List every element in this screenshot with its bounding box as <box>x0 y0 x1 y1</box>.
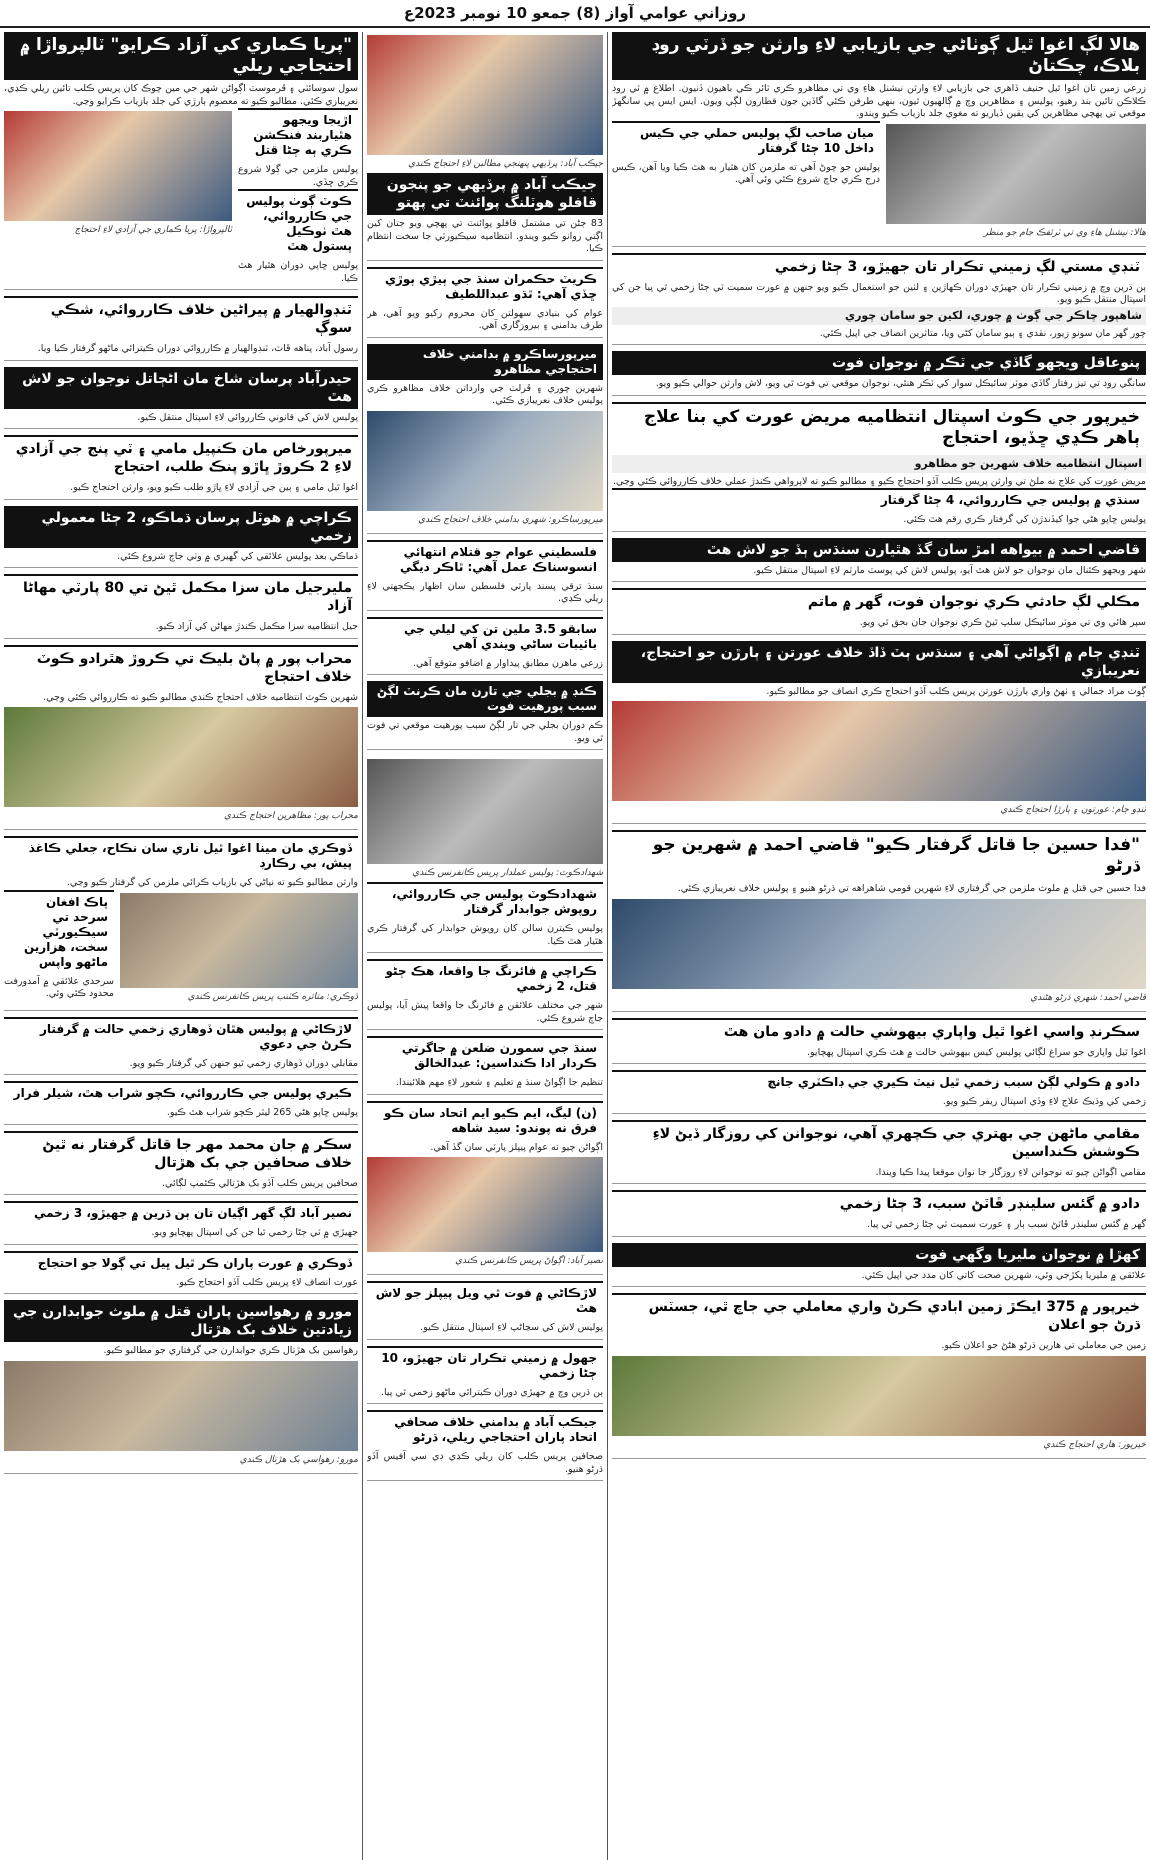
newspaper-grid <box>0 28 1150 1860</box>
side-body: چور گهر مان سونو زيور، نقدي ۽ ٻيو سامان کڻي ويا، متاثرين انصاف جي اپيل ڪئي. <box>819 327 1146 339</box>
side-headline: سنڌي ۾ پوليس جي ڪارروائي، 4 ڄڻا گرفتار <box>612 488 1146 511</box>
column-center <box>363 32 607 1860</box>
story-body: شهرين چوري ۽ ڦرلٽ جي وارداتن خلاف مظاهرو ڪري پوليس خلاف نعريبازي ڪئي. <box>367 382 603 406</box>
headline: "فدا حسين جا قاتل گرفتار ڪيو" قاضي احمد ۾ شهرين جو ڌرڻو <box>612 830 1146 880</box>
headline: هالا لڳ اغوا ٿيل ڳوٺاڻي جي بازيابي لاءِ وارثن جو ڏرٽي روڊ بلاڪ، چڪتاڻ <box>612 32 1146 80</box>
headline: کهڙا ۾ نوجوان مليريا وگهي فوت <box>612 1243 1146 1267</box>
headline: ڪراچي ۾ هوٽل پرسان ڌماڪو، 2 ڄڻا معمولي زخمي <box>4 506 358 548</box>
story-tando-jam-protest <box>612 641 1146 825</box>
story-malaria <box>612 1243 1146 1288</box>
story-body: ڌماڪي بعد پوليس علائقي کي گهيري ۾ وٺي جاچ شروع ڪئي. <box>117 550 358 562</box>
headline: ڪريٽ حڪمران سنڌ جي ٻيڙي ٻوڙي ڇڏي آهي: ٿڌو عبداللطيف <box>367 267 603 305</box>
side-headline: پاڪ افغان سرحد تي سيڪيورٽي سخت، هزارين ماڻهو واپس <box>4 890 114 973</box>
column-right <box>608 32 1150 1860</box>
story-body: وارثن مطالبو ڪيو ته نياڻي کي بازياب ڪرائي ملزمن کي گرفتار ڪيو وڃي. <box>66 877 358 888</box>
photo-traffic-jam <box>886 124 1146 224</box>
headline: ڪراچي ۾ فائرنگ جا واقعا، هڪ ڄڻو قتل، 2 زخمي <box>367 959 603 997</box>
story-land-dispute <box>612 253 1146 346</box>
headline: ڪنڊ ۾ بجلي جي تارن مان ڪرنٽ لڳڻ سبب پورهيت فوت <box>367 681 603 717</box>
photo-caption: قاضي احمد: شهري ڌرڻو هڻندي <box>1030 992 1146 1003</box>
story-body: زمين جي معاملي تي هارين ڌرڻو هڻڻ جو اعلان ڪيو. <box>941 1340 1146 1351</box>
headline: لاڙڪاڻي ۾ پوليس هٿان ڏوهاري زخمي حالت ۾ گرفتار ڪرڻ جي دعوي <box>4 1017 358 1055</box>
story-body: فدا حسين جي قتل ۾ ملوث ملزمن جي گرفتاري لاءِ شهرين قومي شاهراهه تي ڌرڻو هنيو ۽ پوليس خلاف نعريبازي ڪئي. <box>677 883 1146 894</box>
headline: خيرپور ۾ 375 ايڪڙ زمين ابادي ڪرڻ واري معاملي جي جاچ ٿي، جسٽس ڌرڻ جو اعلان <box>612 1293 1146 1337</box>
story-awareness <box>367 1036 603 1095</box>
photo-hunger-strike <box>4 1361 358 1451</box>
story-body: گهر ۾ گئس سلينڊر ڦاٽڻ سبب ٻار ۽ عورت سميت ٽي ڄڻا زخمي ٿي پيا. <box>867 1219 1146 1230</box>
photo-sit-in <box>612 899 1146 989</box>
story-hyderabad-body <box>4 367 358 430</box>
story-body: مريض عورت کي علاج نه ملڻ تي وارثن پريس ڪلب آڏو احتجاج ڪيو ۽ مطالبو ڪيو ته لاپرواهي ڪندڙ عملي خلاف ڪارروائي ڪئي وڃي. <box>613 475 1146 487</box>
story-body: اڳواڻن چيو ته عوام پيپلز پارٽي سان گڏ آهي. <box>430 1141 603 1153</box>
story-youth-employment <box>612 1120 1146 1185</box>
photo-caption: ٽالپرواڙا: پريا ڪماري جي آزادي لاءِ احتجاج <box>74 225 232 235</box>
story-body: زرعي ماهرن مطابق پيداوار ۾ اضافو متوقع آهي. <box>412 657 603 669</box>
side-body: پوليس جو چوڻ آهي ته ملزمن کان هٿيار به هٿ ڪيا ويا آهن، ڪيس درج ڪري جاچ شروع ڪئي وئي آهي. <box>612 161 880 185</box>
story-body: ڪم دوران بجلي جي تار لڳڻ سبب پورهيت موقعي تي فوت ٿي ويو. <box>367 720 603 744</box>
story-body: صحافين پريس ڪلب کان ريلي ڪڍي ڊي سي آفيس آڏو ڌرڻو هنيو. <box>367 1451 603 1475</box>
story-body: ٻن ڌرين وچ ۾ جهيڙي دوران ڪيترائي ماڻهو زخمي ٿي پيا. <box>380 1386 603 1398</box>
headline: مقامي ماڻهن جي بهتري جي ڪچهري آهي، نوجوانن کي روزگار ڏيڻ لاءِ ڪوشش ڪنداسين <box>612 1120 1146 1164</box>
story-body: سنڌ ترقي پسند پارٽي فلسطين سان اظهار يڪجهتي لاءِ ريلي ڪڍي. <box>367 580 603 604</box>
story-body: سول سوسائٽي ۽ ڦرموسٽ اڳواڻن شهر جي مين چوڪ کان پريس ڪلب تائين ريلي ڪڍي، نعريبازي ڪئي. مطالبو ڪيو ته معصوم ٻارڙي کي جلد بازياب ڪرايو وڃي. <box>4 83 358 107</box>
headline: لاڙڪاڻي ۾ فوت ٿي ويل پيپلز جو لاش هٿ <box>367 1281 603 1319</box>
story-nasirabad-clash <box>4 1201 358 1245</box>
story-body: پوليس ڪيترن سالن کان روپوش جوابدار کي گرفتار ڪري هٿيار هٿ ڪيا. <box>367 923 603 947</box>
story-mirpur-protest <box>367 344 603 534</box>
photo-rally <box>4 111 232 221</box>
headline: دادو ۾ گئس سلينڊر ڦاٽڻ سبب، 3 ڄڻا زخمي <box>612 1190 1146 1216</box>
story-body: ٻن ڌرين وچ ۾ زميني تڪرار تان جهيڙي دوران ڪهاڙين ۽ لٺين جو استعمال ڪيو ويو جنهن ۾ عورت سميت ٽي ڄڻا زخمي ٿي پيا جن کي اسپتال منتقل ڪيو ويو. <box>612 281 1146 305</box>
story-body: زخمي کي وڌيڪ علاج لاءِ وڏي اسپتال ريفر ڪيو ويو. <box>942 1096 1146 1107</box>
headline: سابقو 3.5 ملين تن کي ليلي جي بائيبات ساڻي ويندي آهي <box>367 617 603 655</box>
story-shahdadkot-arrest <box>367 756 603 953</box>
story-priya-kumari <box>4 32 358 290</box>
side-headline: اڙيجا ويجهو هٿياربند فنڪشن ڪري ٻه ڄڻا قتل <box>238 108 358 161</box>
story-dokri-nikah <box>4 836 358 1011</box>
side-body: پوليس ڇاپي دوران هٿيار هٿ ڪيا. <box>238 260 358 284</box>
story-mehrabpur-protest <box>4 645 358 831</box>
subheadline: اسپتال انتظاميه خلاف شهرين جو مظاهرو <box>612 455 1146 473</box>
story-dokri-woman-protest <box>4 1251 358 1295</box>
story-body: عورت انصاف لاءِ پريس ڪلب آڏو احتجاج ڪيو. <box>176 1276 358 1288</box>
story-pml-mqm <box>367 1101 603 1276</box>
side-body: پوليس ملزمن جي ڳولا شروع ڪري ڇڏي. <box>238 164 358 188</box>
story-body: سپر هائي وي تي موٽر سائيڪل سلپ ٿيڻ ڪري نوجوان جان بحق ٿي ويو. <box>859 617 1146 628</box>
headline: ڏوڪري مان مينا اغوا ٿيل ناري سان نڪاح، جعلي ڪاغذ پيش، بي رڪارڊ <box>4 836 358 874</box>
story-electrocution <box>367 681 603 750</box>
headline: جهول ۾ زميني تڪرار تان جهيڙو، 10 ڄڻا زخمي <box>367 1346 603 1384</box>
photo-press-conference <box>367 1157 603 1252</box>
headline: فلسطيني عوام جو قتلام انتهائي انسوسناڪ عمل آهي: ٿاڪر ديگي <box>367 540 603 578</box>
story-body: تنظيم جا اڳواڻ سنڌ ۾ تعليم ۽ شعور لاءِ مهم هلائيندا. <box>395 1077 603 1088</box>
headline: سنڌ جي سمورن ضلعن ۾ جاگرتي ڪردار ادا ڪنداسين: عبدالخالق <box>367 1036 603 1074</box>
story-khairpur-land <box>612 1293 1146 1459</box>
headline: حيدرآباد پرسان شاخ مان اڻڄاتل نوجوان جو لاش هٿ <box>4 367 358 409</box>
headline: محراب پور ۾ پاڻ بليڪ تي ڪروڙ هٿرادو ڪوٽ خلاف احتجاج <box>4 645 358 689</box>
headline: ٽنڊوالهيار ۾ پيراڻين خلاف ڪارروائي، شڪي سوڳ <box>4 296 358 340</box>
headline: "پريا ڪماري کي آزاد ڪرايو" ٽالپرواڙا ۾ احتجاجي ريلي <box>4 32 358 80</box>
side-body: پوليس ڇاپو هڻي جوا کيڏندڙن کي گرفتار ڪري رقم هٿ ڪئي. <box>903 514 1146 525</box>
story-body: اغوا ٿيل واپاري جو سراغ لڳائي پوليس کيس بيهوشي حالت ۾ هٿ ڪري اسپتال پهچايو. <box>807 1046 1146 1058</box>
story-vehicle-accident <box>612 351 1146 396</box>
photo-caption: مورو: رهواسي بک هڙتال ڪندي <box>239 1454 358 1465</box>
photo-flags-protest <box>4 707 358 807</box>
story-karachi-blast <box>4 506 358 569</box>
story-tando-allahyar <box>4 296 358 361</box>
photo-women-children-protest <box>612 701 1146 801</box>
column-left <box>0 32 362 1860</box>
story-crop-yield <box>367 617 603 676</box>
story-body: زرعي زمين تان اغوا ٿيل حنيف ڏاهري جي بازيابي لاءِ وارثن نيشنل هاءِ وي تي مظاهرو ڪري ٽائر ڪي باهيون ڏنيون. اطلاع ۾ ٽي روڊ ڪلاڪن تائين بند رهيو، پوليس ۽ مظاهرين وچ ۾ ڳالهيون ٿيون، بنهي طرفن ڪئي گاڏين جون قطارون لڳي ويون. ايس ايس پي سانگهڙ موقعي تي پهچي مظاهرين کي يقين ڏياريو ته مغوي جلد بازياب ڪيو ويندو. <box>612 83 1146 119</box>
story-body: ڳوٺ مراد جمالي ۽ ٺهڻ واري ٻارڙن عورتن پريس ڪلب آڏو احتجاج ڪري انصاف جو مطالبو ڪيو. <box>766 685 1146 697</box>
story-body: مقابلي دوران ڏوهاري زخمي ٿيو جنهن کي گرفتار ڪيو ويو. <box>129 1057 358 1069</box>
story-halla-blockade <box>612 32 1146 247</box>
story-body: پوليس لاش کي سڃاڻپ لاءِ اسپتال منتقل ڪيو. <box>420 1322 603 1333</box>
headline: ٽنڊي ڄام ۾ اڳواڻي آهي ۽ سنڌس ٻٽ ڏاڏ خلاف عورتن ۽ ٻارڙن جو احتجاج، نعريبازي <box>612 641 1146 683</box>
story-body: پوليس ڇاپو هڻي 265 ليٽر ڪچو شراب هٿ ڪيو. <box>166 1107 358 1118</box>
photo-caption: ميرپورساڪرو: شهري بدامني خلاف احتجاج ڪندي <box>418 514 603 525</box>
photo-caption: محراب پور: مظاهرين احتجاج ڪندي <box>224 811 358 821</box>
story-body: شهر ويجهو ڪئنال مان نوجوان جو لاش هٿ آيو، پوليس لاش کي پوسٽ مارٽم لاءِ اسپتال منتقل ڪيو. <box>753 564 1146 576</box>
story-body: 83 ڄڻن تي مشتمل قافلو پوائنٽ تي پهچي ويو جتان کين اڳتي روانو ڪيو ويندو. انتظاميه سيڪيورٽي جا سخت انتظام ڪيا. <box>367 218 603 254</box>
story-palestine <box>367 540 603 611</box>
story-fishermen-freed <box>4 574 358 639</box>
story-jacobabad-convoy <box>367 32 603 261</box>
story-body: عوام کي بنيادي سهولتن کان محروم رکيو ويو آهي، هر طرف بدامني ۽ بيروزگاري آهي. <box>367 307 603 331</box>
headline: مورو ۾ رهواسين پاران قتل ۾ ملوث جوابدارن جي زيادتين خلاف بک هڙتال <box>4 1300 358 1342</box>
story-jhol-clash <box>367 1346 603 1405</box>
masthead-title: روزاني عوامي آواز (8) جمعو 10 نومبر 2023ع <box>403 4 747 22</box>
photo-caption: ٽنڊو ڄام: عورتون ۽ ٻارڙا احتجاج ڪندي <box>1000 805 1146 815</box>
side-body: سرحدي علائقي ۾ آمدورفت محدود ڪئي وئي. <box>4 975 114 999</box>
story-body: پوليس لاش کي قانوني ڪارروائي لاءِ اسپتال منتقل ڪيو. <box>137 411 358 423</box>
story-dadu-injured <box>612 1070 1146 1114</box>
story-trader-recovered <box>612 1018 1146 1065</box>
headline: ميرپورساڪرو ۾ بدامني خلاف احتجاجي مظاهرو <box>367 344 603 380</box>
headline: ڏوڪري ۾ عورت پاران ڪر ٿيل ڀيل تي ڳولا جو احتجاج <box>4 1251 358 1274</box>
story-body: مقامي اڳواڻن چيو ته نوجوانن لاءِ روزگار جا نوان موقعا پيدا ڪيا ويندا. <box>875 1166 1146 1178</box>
story-larkana-encounter <box>4 1017 358 1076</box>
story-fida-hussain <box>612 830 1146 1012</box>
photo-farmers-protest <box>612 1356 1146 1436</box>
headline: جيڪب آباد ۾ پرڏيهي جو پنجون قافلو هوٽلنگ پوائنٽ تي پهتو <box>367 173 603 215</box>
headline: جيڪب آباد ۾ بدامني خلاف صحافي اتحاد پاران احتجاجي ريلي، ڌرڻو <box>367 1410 603 1448</box>
story-body: علائقي ۾ مليريا پکڙجي وئي، شهرين صحت کاتي کان مدد جي اپيل ڪئي. <box>861 1269 1146 1281</box>
story-journalists-rally <box>367 1410 603 1481</box>
story-body-found <box>612 538 1146 583</box>
side-headline: ڪوٽ ڳوٺ پوليس جي ڪارروائي، هٿ ٺوڪيل پستول هٿ <box>238 189 358 257</box>
story-makli-accident <box>612 588 1146 635</box>
headline: ٽنڊي مستي لڳ زميني تڪرار تان جهيڙو، 3 ڄڻا زخمي <box>612 253 1146 279</box>
story-sindh-rulers <box>367 267 603 338</box>
headline: سڪر ۾ جان محمد مهر جا قاتل گرفتار نه ٿيڻ خلاف صحافين جي بک هڙتال <box>4 1131 358 1175</box>
story-body: شهر جي مختلف علائقن ۾ فائرنگ جا واقعا پيش آيا، پوليس جاچ شروع ڪئي. <box>367 1000 603 1024</box>
photo-caption: نصير آباد: اڳواڻ پريس ڪانفرنس ڪندي <box>455 1256 603 1266</box>
side-headline: شاهپور چاڪر جي ڳوٺ ۾ چوري، لکين جو سامان چوري <box>612 307 1146 325</box>
headline: قاضي احمد ۾ بيواهه امڙ سان گڏ هٿيارن سنڌس ٻڏ جو لاش هٿ <box>612 538 1146 562</box>
photo-caption: ڏوڪري: متاثره ڪٽنب پريس ڪانفرنس ڪندي <box>187 991 358 1002</box>
story-body: صحافين پريس ڪلب آڏو بک هڙتالي ڪئمپ لڳائي. <box>162 1177 358 1189</box>
side-headline: ميان صاحب لڳ پوليس حملي جي ڪيس داخل 10 ڄڻا گرفتار <box>612 121 880 159</box>
photo-caption: هالا: نيشنل هاءِ وي تي ٽرئفڪ جام جو منظر <box>983 227 1146 238</box>
story-karachi-firing <box>367 959 603 1030</box>
story-body: سانگي روڊ تي تيز رفتار گاڏي موٽر سائيڪل سوار کي ٽڪر هنئي، نوجوان موقعي تي فوت ٿي ويو، لاش وارثن حوالي ڪيو ويو. <box>655 378 1146 389</box>
photo-family <box>120 893 358 988</box>
story-larkana-body <box>367 1281 603 1340</box>
headline: (ن) ليگ، ايم ڪيو ايم اتحاد سان ڪو فرق نه پوندو: سيد شاهه <box>367 1101 603 1139</box>
photo-protest-crowd <box>367 35 603 155</box>
story-body: شهرين ڪوٽ انتظاميه خلاف احتجاج ڪندي مطالبو ڪيو ته ڪارروائي ڪئي وڃي. <box>43 691 358 703</box>
headline: مليرجيل مان سزا مڪمل ٿيڻ تي 80 پارٽي مهاڻا آزاد <box>4 574 358 618</box>
headline: دادو ۾ ڪولي لڳڻ سبب زخمي ٿيل نيٽ ڪيري جي ڊاڪٽري جانچ <box>612 1070 1146 1093</box>
story-mirpurkhas-ransom <box>4 435 358 500</box>
story-body: اغوا ٿيل مامي ۽ ٻين جي آزادي لاءِ ڀاڙو طلب ڪيو ويو، وارثن احتجاج ڪيو. <box>70 482 358 493</box>
headline: ڪيري پوليس جي ڪارروائي، ڪچو شراب هٿ، شيلر فرار <box>4 1081 358 1104</box>
story-body: رهواسين بک هڙتال ڪري جوابدارن جي گرفتاري جو مطالبو ڪيو. <box>103 1345 358 1356</box>
headline: سڪرنڊ واسي اغوا ٿيل واپاري بيهوشي حالت ۾ دادو مان هٿ <box>612 1018 1146 1044</box>
headline: خيرپور جي ڪوٺ اسپتال انتظاميه مريض عورت کي بنا علاج ٻاهر ڪڍي ڇڏيو، احتجاج <box>612 402 1146 452</box>
photo-caption: شهدادڪوٽ: پوليس عملدار پريس ڪانفرنس ڪندي <box>412 868 603 878</box>
headline: نصير آباد لڳ گهر اڳيان تان ٻن ڌرين ۾ جهيڙو، 3 زخمي <box>4 1201 358 1224</box>
photo-protesters <box>367 411 603 511</box>
masthead <box>0 0 1150 28</box>
story-hospital-protest <box>612 402 1146 532</box>
story-gas-cylinder <box>612 1190 1146 1237</box>
photo-police-press <box>367 759 603 864</box>
headline: شهدادڪوٽ پوليس جي ڪارروائي، روپوش جوابدار گرفتار <box>367 882 603 920</box>
headline: ميرپورخاص مان ڪنپيل مامي ۽ ٽي پنج جي آزادي لاءِ 2 ڪروڙ ڀاڙو پنڪ طلب، احتجاج <box>4 435 358 479</box>
photo-caption: جيڪب آباد: پرڏيهي پنهنجي مطالبن لاءِ احتجاج ڪندي <box>408 159 603 169</box>
headline: پنوعاقل ويجهو گاڏي جي ٽڪر ۾ نوجوان فوت <box>612 351 1146 375</box>
story-body: جهيڙي ۾ ٽي ڄڻا زخمي ٿيا جن کي اسپتال پهچايو ويو. <box>151 1227 358 1238</box>
story-body: جيل انتظاميه سزا مڪمل ڪندڙ مهاڻن کي آزاد ڪيو. <box>155 621 358 632</box>
story-moro-hunger-strike <box>4 1300 358 1474</box>
story-sukkur-hunger-strike <box>4 1131 358 1196</box>
story-liquor-seized <box>4 1081 358 1125</box>
headline: مڪلي لڳ حادثي ڪري نوجوان فوت، گهر ۾ ماتم <box>612 588 1146 614</box>
photo-caption: خيرپور: هاري احتجاج ڪندي <box>1043 1439 1146 1450</box>
story-body: رسول آباد، پناهه ڦاٽ، ٽنڊوالهيار ۾ ڪارروائي دوران ڪيترائي ماڻهو گرفتار ڪيا ويا. <box>37 343 358 354</box>
